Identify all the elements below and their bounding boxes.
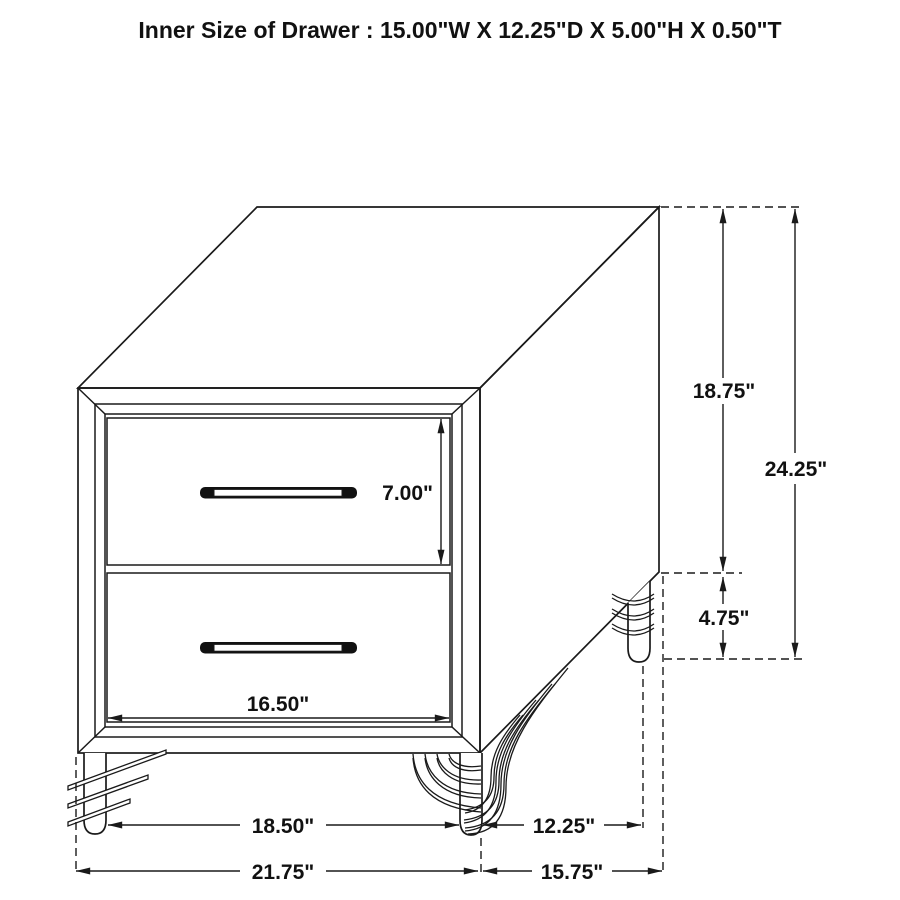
dim-label-side-leg-span: 12.25" bbox=[532, 815, 596, 838]
diagram-title: Inner Size of Drawer : 15.00"W X 12.25"D X 5.00"H X 0.50"T bbox=[138, 17, 782, 43]
dim-drawer-height bbox=[382, 419, 441, 564]
top-face bbox=[78, 207, 659, 388]
corner-bevel bbox=[78, 388, 105, 414]
dim-front-leg-span bbox=[108, 815, 459, 838]
dim-label-overall-depth: 15.75" bbox=[540, 861, 604, 884]
front-right-leg bbox=[413, 668, 568, 835]
dim-top-to-leg-height bbox=[693, 209, 756, 571]
dim-label-overall-width: 21.75" bbox=[251, 861, 315, 884]
front-left-leg bbox=[68, 750, 166, 834]
dim-overall-depth bbox=[483, 861, 662, 884]
drawer-bottom-handle bbox=[200, 642, 357, 654]
dim-label-drawer-width: 16.50" bbox=[246, 693, 310, 716]
dim-leg-height bbox=[699, 577, 750, 657]
dim-overall-height bbox=[765, 209, 828, 657]
front-left-leg-struts bbox=[68, 750, 166, 826]
side-panel bbox=[480, 207, 659, 753]
corner-bevel bbox=[78, 727, 105, 753]
drawer-top-handle bbox=[200, 487, 357, 499]
dim-side-leg-span bbox=[483, 815, 641, 838]
corner-bevel bbox=[452, 727, 480, 753]
dim-overall-width bbox=[76, 861, 478, 884]
corner-bevel bbox=[452, 388, 480, 414]
dim-label-leg-height: 4.75" bbox=[698, 607, 750, 630]
dim-label-top-to-leg-height: 18.75" bbox=[692, 380, 756, 403]
dim-label-overall-height: 24.25" bbox=[764, 458, 828, 481]
dim-label-drawer-height: 7.00" bbox=[382, 482, 433, 505]
dim-drawer-width bbox=[108, 693, 449, 718]
rear-right-leg bbox=[612, 581, 654, 662]
nightstand-body bbox=[78, 207, 659, 753]
dim-label-front-leg-span: 18.50" bbox=[251, 815, 315, 838]
front-right-leg-wires bbox=[413, 668, 568, 834]
